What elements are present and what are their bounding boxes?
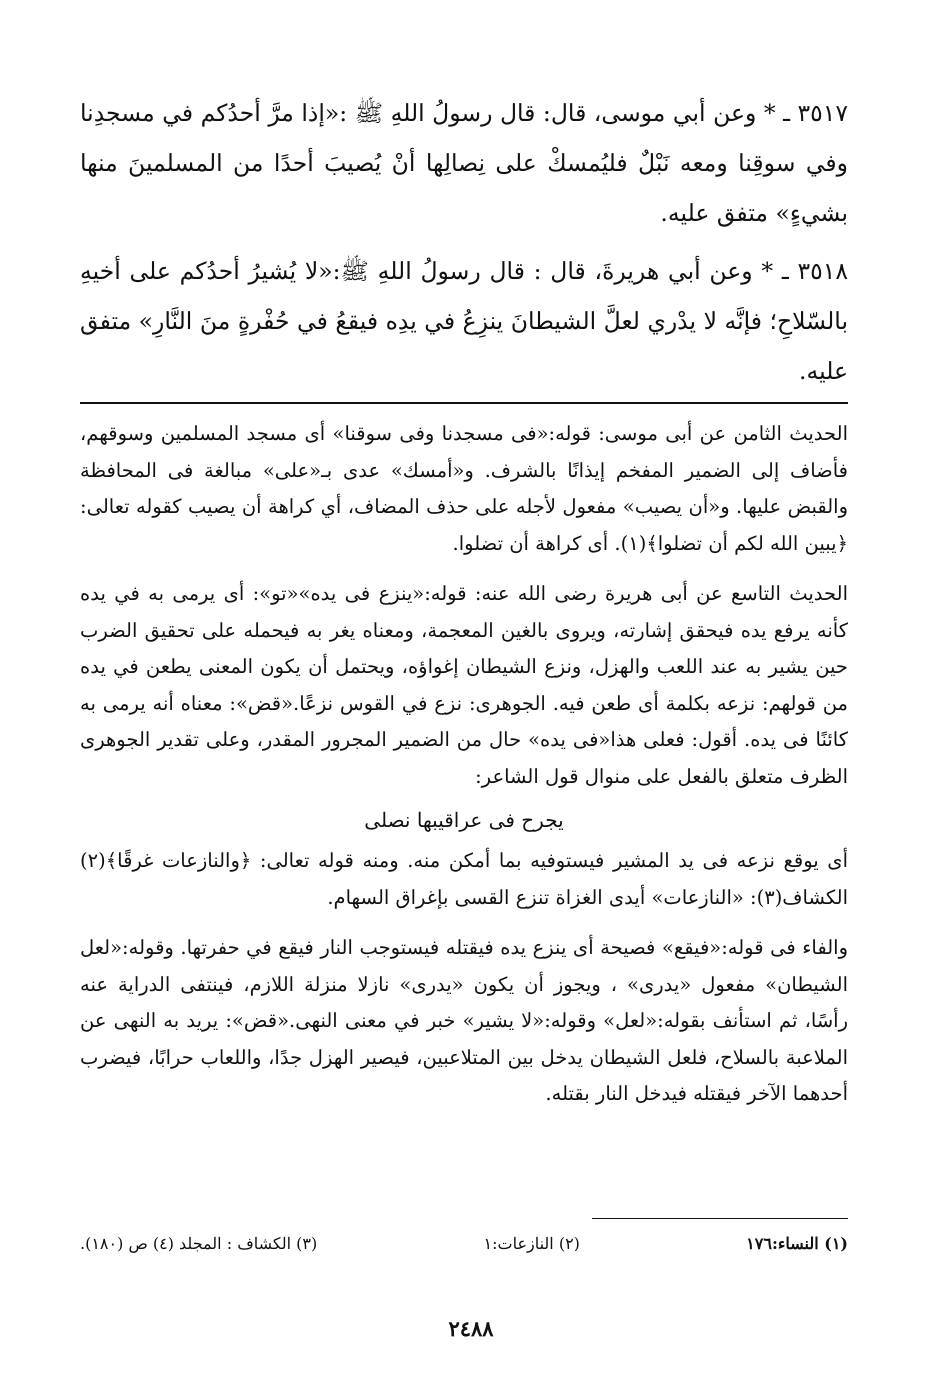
- hadith-3518: ٣٥١٨ ـ * وعن أبي هريرةَ، قال : قال رسولُ اللهِ ﷺ:«لا يُشيرُ أحدُكم على أخيهِ بالسّلاحِ؛ فإنَّه لا يدْري لعلَّ الشيطانَ ينزِعُ في يدِه فيقعُ في حُفْرةٍ منَ النَّارِ» متفق عليه.: [80, 257, 848, 385]
- commentary-paragraph-4: والفاء فى قوله:«فيقع» فصيحة أى ينزع يده فيقتله فيستوجب النار فيقع في حفرتها. وقوله:«لعل الشيطان» مفعول «يدرى» ، ويجوز أن يكون «يدرى» نازلا منزلة اللازم، فينتفى الدراية عنه رأسًا، ثم استأنف بقوله:«لعل» وقوله:«لا يشير» خبر في معنى النهى.«قض»: يريد به النهى عن الملاعبة بالسلاح، فلعل الشيطان يدخل بين المتلاعبين، فيصير الهزل جدًا، واللعاب حرابًا، فيضرب أحدهما الآخر فيقتله فيدخل النار بقتله.: [80, 936, 848, 1105]
- commentary-paragraph-2: الحديث التاسع عن أبى هريرة رضى الله عنه: قوله:«ينزع فى يده»«تو»: أى يرمى به في يده كأنه يرفع يده فيحقق إشارته، ويروى بالغين المعجمة، ومعناه يغر به فيحمله على تحقيق الضرب حين يشير به عند اللعب والهزل، ونزع الشيطان إغواؤه، ويحتمل أن يكون المعنى يطعن في يده من قولهم: نزعه بكلمة أى طعن فيه. الجوهرى: نزع في القوس نزعًا.«قض»: معناه أنه يرمى به كائنًا فى يده. أقول: فعلى هذا«فى يده» حال من الضمير المجرور المقدر، وعلى تقدير الجوهرى الظرف متعلق بالفعل على منوال قول الشاعر:: [80, 582, 848, 788]
- footnote-2: (٢) النازعات:١: [483, 1234, 580, 1253]
- footnote-3: (٣) الكشاف : المجلد (٤) ص (١٨٠).: [80, 1234, 318, 1253]
- page-number: ٢٤٨٨: [448, 1316, 494, 1341]
- commentary-section: [80, 416, 848, 1113]
- hadith-3517: ٣٥١٧ ـ * وعن أبي موسى، قال: قال رسولُ اللهِ ﷺ :«إذا مرَّ أحدُكم في مسجدِنا وفي سوقِنا ومعه نَبْلٌ فليُمسكْ على نِصالِها أنْ يُصيبَ أحدًا من المسلمينَ منها بشيءٍ» متفق عليه.: [80, 99, 848, 227]
- footnote-divider: [592, 1218, 848, 1219]
- commentary-paragraph-1: الحديث الثامن عن أبى موسى: قوله:«فى مسجدنا وفى سوقنا» أى مسجد المسلمين وسوقهم، فأضاف إلى الضمير المفخم إيذانًا بالشرف. و«أمسك» عدى بـ«على» مبالغة فى المحافظة والقبض عليها. و«أن يصيب» مفعول لأجله على حذف المضاف، أي كراهة أن يصيب كقوله تعالى: ﴿يبين الله لكم أن تضلوا﴾(١). أى كراهة أن تضلوا.: [80, 422, 848, 555]
- poetry-verse: يجرح فى عراقيبها نصلى: [364, 808, 564, 832]
- footnotes: [80, 1232, 848, 1256]
- commentary-paragraph-3: أى يوقع نزعه فى يد المشير فيستوفيه بما أمكن منه. ومنه قوله تعالى: ﴿والنازعات غرقًا﴾(٢) الكشاف(٣): «النازعات» أيدى الغزاة تنزع القسى بإغراق السهام.: [80, 849, 848, 909]
- hadith-section: [80, 88, 848, 396]
- section-divider: [80, 402, 848, 404]
- footnote-1: (١) النساء:١٧٦: [746, 1234, 848, 1253]
